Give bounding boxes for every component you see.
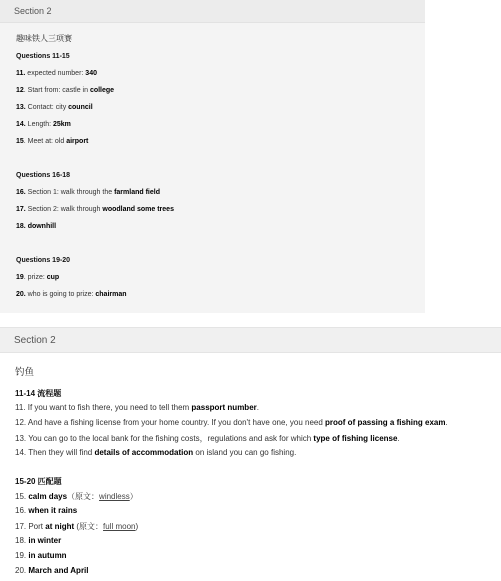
group-heading: Questions 16-18 <box>16 172 71 179</box>
list-item: 18. in winter <box>15 536 62 545</box>
list-item: 19. in autumn <box>15 551 67 560</box>
list-item: 11. If you want to fish there, you need to tell them passport number. <box>15 403 259 412</box>
group-heading: 15-20 匹配题 <box>15 477 62 486</box>
group-heading: Questions 19-20 <box>16 257 71 264</box>
list-item: 13. You can go to the local bank for the fishing costs，regulations and ask for which type of fishing license. <box>15 434 400 443</box>
list-item: 18. downhill <box>16 223 57 230</box>
panel-title: 趣味铁人三项赛 <box>16 34 72 43</box>
panel-title: 钓鱼 <box>15 367 35 378</box>
list-item: 19. prize: cup <box>16 274 60 281</box>
list-item: 17. Port at night (原文：full moon) <box>15 522 139 531</box>
list-item: 15. calm days（原文：windless） <box>15 492 138 501</box>
list-item: 15. Meet at: old airport <box>16 138 89 145</box>
list-item: 20. who is going to prize: chairman <box>16 291 127 298</box>
group-heading: Questions 11-15 <box>16 53 70 60</box>
list-item: 12. Start from: castle in college <box>16 87 115 94</box>
group-heading: 11-14 流程题 <box>15 389 62 398</box>
section-header: Section 2 <box>0 0 425 23</box>
list-item: 14. Then they will find details of accommodation on island you can go fishing. <box>15 448 297 457</box>
list-item: 16. Section 1: walk through the farmland field <box>16 189 160 196</box>
list-item: 16. when it rains <box>15 506 78 515</box>
list-item: 20. March and April <box>15 566 89 575</box>
list-item: 14. Length: 25km <box>16 121 71 128</box>
list-item: 12. And have a fishing license from your home country. If you don't have one, you need proof of passing a fishing exam. <box>15 418 448 427</box>
list-item: 17. Section 2: walk through woodland some trees <box>16 206 174 213</box>
list-item: 11. expected number: 340 <box>16 70 97 77</box>
triathlon-panel <box>0 0 425 313</box>
list-item: 13. Contact: city council <box>16 104 93 111</box>
section-header: Section 2 <box>0 327 501 353</box>
